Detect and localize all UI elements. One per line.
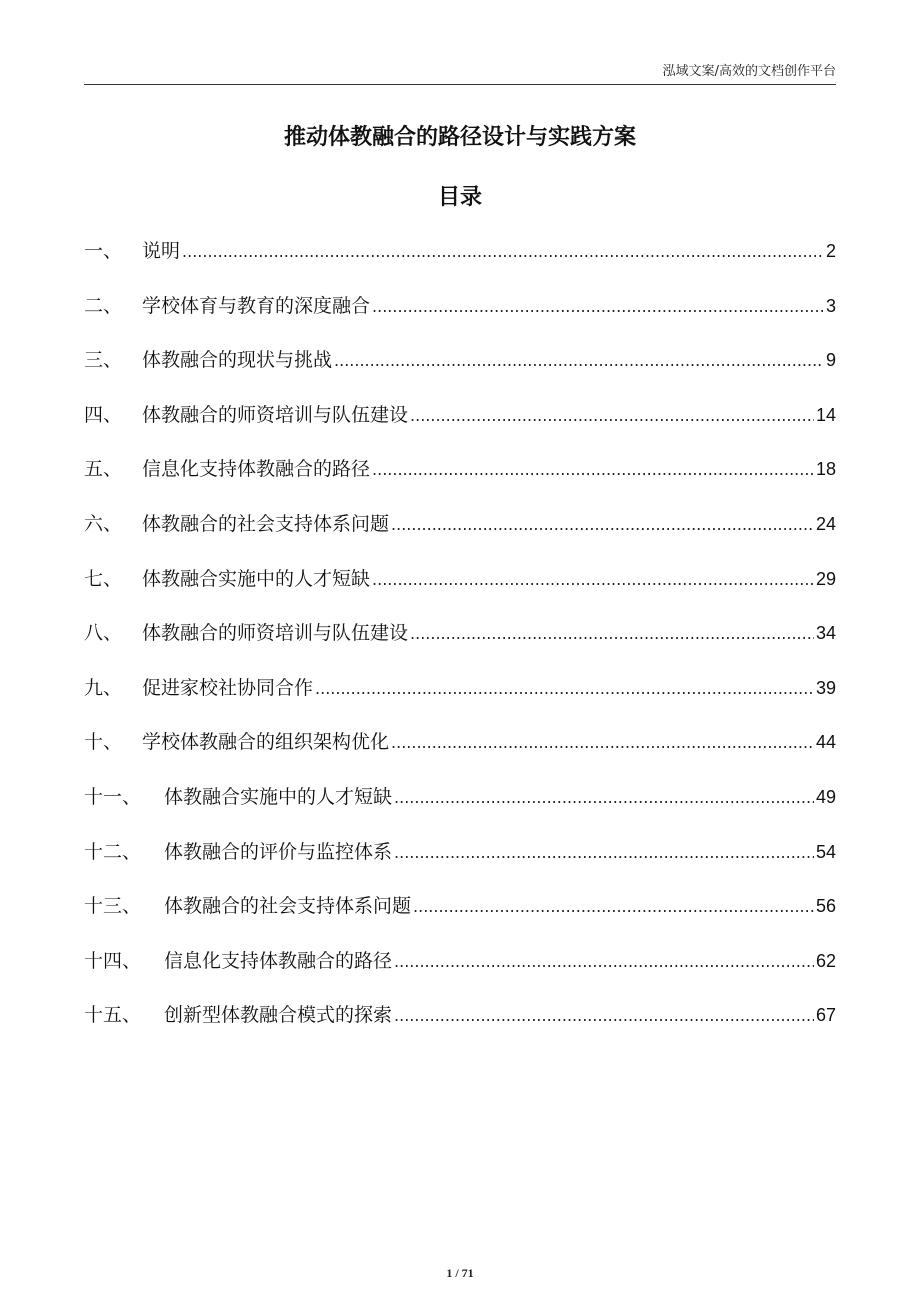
- page-header: 泓域文案/高效的文档创作平台: [662, 64, 836, 79]
- toc-entry-number: 八、: [84, 622, 123, 645]
- toc-entry-1[interactable]: [84, 234, 836, 289]
- toc-entry-title: 体教融合实施中的人才短缺: [164, 785, 393, 808]
- toc-entry-title: 信息化支持体教融合的路径: [164, 949, 393, 972]
- toc-entry-title: 学校体教融合的组织架构优化: [142, 731, 390, 754]
- toc-dot-leader: [413, 890, 814, 924]
- toc-dot-leader: [394, 781, 814, 815]
- toc-dot-leader: [391, 726, 814, 760]
- toc-entry-title: 创新型体教融合模式的探索: [164, 1004, 393, 1027]
- toc-entry-page: 2: [825, 241, 836, 261]
- toc-dot-leader: [315, 672, 814, 706]
- toc-entry-number: 六、: [84, 512, 123, 535]
- toc-entry-number: 十三、: [84, 895, 142, 918]
- toc-dot-leader: [334, 344, 824, 378]
- toc-entry-page: 9: [825, 350, 836, 371]
- toc-entry-4[interactable]: [84, 398, 836, 453]
- toc-entry-number: 五、: [84, 458, 123, 481]
- toc-entry-number: 七、: [84, 567, 123, 590]
- toc-entry-page: 14: [815, 404, 836, 425]
- toc-entry-title: 体教融合的师资培训与队伍建设: [142, 622, 409, 645]
- toc-entry-14[interactable]: [84, 944, 836, 999]
- toc-entry-page: 67: [815, 1005, 836, 1026]
- toc-dot-leader: [182, 235, 824, 269]
- table-of-contents: [84, 234, 836, 1053]
- toc-entry-3[interactable]: [84, 343, 836, 398]
- page-number: 1 / 71: [446, 1266, 474, 1280]
- document-title: 推动体教融合的路径设计与实践方案: [283, 125, 636, 150]
- toc-dot-leader: [372, 453, 814, 487]
- toc-entry-page: 29: [815, 568, 836, 589]
- toc-entry-title: 体教融合的现状与挑战: [142, 349, 333, 372]
- header-divider: [84, 84, 836, 85]
- toc-entry-8[interactable]: [84, 616, 836, 671]
- toc-heading: 目录: [437, 185, 482, 210]
- toc-dot-leader: [410, 617, 814, 651]
- toc-entry-page: 56: [815, 896, 836, 917]
- toc-entry-title: 体教融合的师资培训与队伍建设: [142, 403, 409, 426]
- toc-entry-title: 促进家校社协同合作: [142, 676, 314, 699]
- toc-entry-page: 49: [815, 786, 836, 807]
- toc-entry-9[interactable]: [84, 671, 836, 726]
- toc-entry-title: 体教融合实施中的人才短缺: [142, 567, 371, 590]
- toc-entry-6[interactable]: [84, 507, 836, 562]
- toc-entry-title: 学校体育与教育的深度融合: [142, 294, 371, 317]
- toc-entry-number: 十一、: [84, 785, 142, 808]
- toc-entry-page: 54: [815, 841, 836, 862]
- toc-entry-7[interactable]: [84, 562, 836, 617]
- toc-entry-12[interactable]: [84, 835, 836, 890]
- toc-entry-page: 39: [815, 677, 836, 698]
- toc-entry-title: 体教融合的社会支持体系问题: [142, 512, 390, 535]
- toc-entry-5[interactable]: [84, 452, 836, 507]
- toc-entry-2[interactable]: [84, 289, 836, 344]
- toc-dot-leader: [394, 945, 814, 979]
- toc-entry-page: 3: [825, 295, 836, 316]
- toc-entry-number: 十五、: [84, 1004, 142, 1027]
- toc-dot-leader: [372, 290, 824, 324]
- toc-entry-number: 二、: [84, 294, 123, 317]
- toc-entry-number: 一、: [84, 240, 123, 262]
- toc-entry-number: 三、: [84, 349, 123, 372]
- toc-entry-page: 24: [815, 513, 836, 534]
- toc-entry-number: 四、: [84, 403, 123, 426]
- toc-dot-leader: [372, 563, 814, 597]
- toc-dot-leader: [391, 508, 814, 542]
- toc-entry-number: 九、: [84, 676, 123, 699]
- toc-dot-leader: [394, 999, 814, 1033]
- toc-entry-10[interactable]: [84, 725, 836, 780]
- toc-entry-page: 44: [815, 732, 836, 753]
- toc-entry-number: 十二、: [84, 840, 142, 863]
- toc-entry-15[interactable]: [84, 998, 836, 1053]
- toc-entry-number: 十四、: [84, 949, 142, 972]
- toc-entry-11[interactable]: [84, 780, 836, 835]
- toc-entry-title: 体教融合的社会支持体系问题: [164, 895, 412, 918]
- toc-entry-page: 62: [815, 950, 836, 971]
- toc-entry-title: 体教融合的评价与监控体系: [164, 840, 393, 863]
- toc-dot-leader: [410, 399, 814, 433]
- toc-entry-title: 信息化支持体教融合的路径: [142, 458, 371, 481]
- toc-entry-13[interactable]: [84, 889, 836, 944]
- toc-entry-title: 说明: [142, 240, 181, 262]
- toc-entry-number: 十、: [84, 731, 123, 754]
- toc-entry-page: 34: [815, 623, 836, 644]
- toc-dot-leader: [394, 836, 814, 870]
- toc-entry-page: 18: [815, 459, 836, 480]
